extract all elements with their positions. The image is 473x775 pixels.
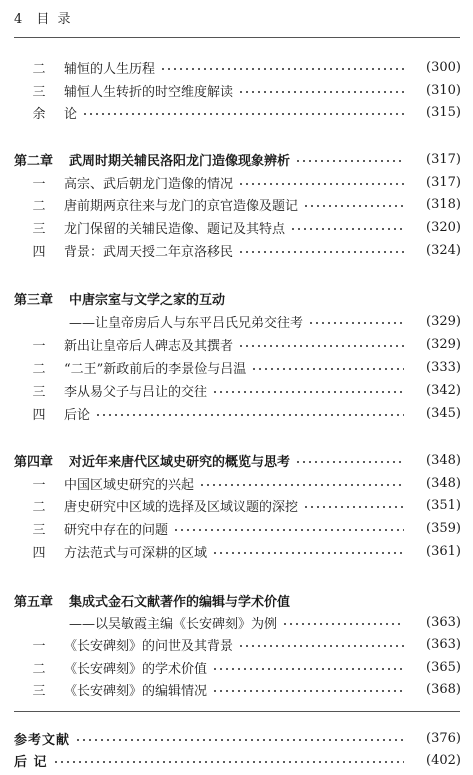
toc-entry-number: 第二章 <box>14 153 54 169</box>
toc-section-row[interactable] <box>14 380 461 400</box>
dot-leader <box>290 228 404 230</box>
dot-leader <box>238 345 404 347</box>
toc-entry-title: 对近年来唐代区域史研究的概览与思考 <box>69 454 291 470</box>
toc-entry-page: (329) <box>426 313 461 329</box>
dot-leader <box>295 461 404 463</box>
toc-section-row[interactable] <box>14 217 461 237</box>
toc-entry-title: 论 <box>64 106 78 122</box>
toc-entry-page: (300) <box>426 59 461 75</box>
toc-entry-page: (365) <box>426 659 461 675</box>
toc-entry-page: (315) <box>426 104 461 120</box>
toc-section-row[interactable] <box>14 518 461 538</box>
toc-entry-title: 后 记 <box>14 754 48 770</box>
toc-entry-number: 四 <box>32 545 46 561</box>
toc-chapter-row[interactable] <box>14 149 461 169</box>
toc-section-row[interactable] <box>14 357 461 377</box>
toc-entry-title: 龙门保留的关辅民造像、题记及其特点 <box>64 221 286 237</box>
dot-leader <box>212 552 404 554</box>
toc-subtitle-row[interactable] <box>14 612 461 632</box>
toc-entry-page: (363) <box>426 614 461 630</box>
toc-entry-page: (368) <box>426 681 461 697</box>
toc-entry-page: (376) <box>426 730 461 746</box>
toc-entry-number: 二 <box>32 661 46 677</box>
dot-leader <box>238 91 404 93</box>
dot-leader <box>295 160 404 162</box>
toc-entry-title: 中国区域史研究的兴起 <box>64 477 195 493</box>
dot-leader <box>212 690 404 692</box>
dot-leader <box>282 623 404 625</box>
dot-leader <box>212 668 404 670</box>
toc-entry-page: (342) <box>426 382 461 398</box>
toc-entry-title: 中唐宗室与文学之家的互动 <box>69 292 226 308</box>
dot-leader <box>199 484 404 486</box>
toc-entry-number: 第三章 <box>14 292 54 308</box>
toc-chapter-row[interactable] <box>14 590 461 610</box>
toc-entry-number: 二 <box>32 361 46 377</box>
toc-entry-number: 二 <box>32 198 46 214</box>
dot-leader <box>82 113 404 115</box>
running-title: 目 录 <box>36 12 73 27</box>
toc-chapter-row[interactable] <box>14 288 461 308</box>
toc-section-row[interactable] <box>14 495 461 515</box>
toc-entry-title: 辅恒的人生历程 <box>64 61 156 77</box>
dot-leader <box>238 251 404 253</box>
toc-entry-title: 研究中存在的问题 <box>64 522 169 538</box>
toc-section-row[interactable] <box>14 679 461 699</box>
toc-entry-title: 唐史研究中区域的选择及区域议题的深挖 <box>64 499 299 515</box>
dot-leader <box>95 414 404 416</box>
dot-leader <box>75 739 404 741</box>
toc-entry-number: 一 <box>32 638 46 654</box>
dot-leader <box>238 645 404 647</box>
toc-entry-page: (402) <box>426 752 461 768</box>
toc-section-row[interactable] <box>14 80 461 100</box>
toc-entry-title: “二王”新政前后的李景俭与吕温 <box>64 361 247 377</box>
toc-entry-number: 二 <box>32 499 46 515</box>
toc-entry-number: 一 <box>32 477 46 493</box>
toc-entry-number: 三 <box>32 221 46 237</box>
toc-entry-title: 方法范式与可深耕的区域 <box>64 545 208 561</box>
toc-entry-page: (348) <box>426 452 461 468</box>
toc-entry-page: (348) <box>426 475 461 491</box>
toc-entry-number: 四 <box>32 244 46 260</box>
toc-entry-title: ——让皇帝房后人与东平吕氏兄弟交往考 <box>69 315 304 331</box>
header-rule <box>14 37 460 38</box>
toc-entry-page: (361) <box>426 543 461 559</box>
dot-leader <box>308 322 404 324</box>
toc-backmatter-row[interactable] <box>14 750 461 770</box>
toc-entry-page: (317) <box>426 174 461 190</box>
toc-entry-page: (324) <box>426 242 461 258</box>
toc-entry-page: (351) <box>426 497 461 513</box>
toc-entry-page: (345) <box>426 405 461 421</box>
toc-section-row[interactable] <box>14 102 461 122</box>
toc-section-row[interactable] <box>14 541 461 561</box>
toc-entry-title: 新出让皇帝后人碑志及其撰者 <box>64 338 234 354</box>
toc-section-row[interactable] <box>14 657 461 677</box>
dot-leader <box>53 761 404 763</box>
toc-section-row[interactable] <box>14 634 461 654</box>
dot-leader <box>251 368 404 370</box>
toc-entry-page: (317) <box>426 151 461 167</box>
toc-entry-title: ——以吴敏霞主编《长安碑刻》为例 <box>69 616 278 632</box>
toc-subtitle-row[interactable] <box>14 311 461 331</box>
toc-entry-number: 一 <box>32 338 46 354</box>
toc-entry-number: 余 <box>32 106 46 122</box>
toc-entry-title: 《长安碑刻》的编辑情况 <box>64 683 208 699</box>
toc-entry-title: 唐前期两京往来与龙门的京官造像及题记 <box>64 198 299 214</box>
toc-backmatter-row[interactable] <box>14 728 461 748</box>
toc-entry-number: 三 <box>32 683 46 699</box>
toc-entry-title: 后论 <box>64 407 91 423</box>
toc-entry-number: 一 <box>32 176 46 192</box>
toc-entry-title: 参考文献 <box>14 732 71 748</box>
dot-leader <box>160 68 404 70</box>
toc-entry-title: 《长安碑刻》的学术价值 <box>64 661 208 677</box>
dot-leader <box>212 391 404 393</box>
toc-section-row[interactable] <box>14 172 461 192</box>
toc-entry-page: (359) <box>426 520 461 536</box>
backmatter-rule <box>14 711 460 712</box>
toc-section-row[interactable] <box>14 57 461 77</box>
toc-entry-page: (320) <box>426 219 461 235</box>
toc-entry-title: 李从易父子与吕让的交往 <box>64 384 208 400</box>
toc-section-row[interactable] <box>14 473 461 493</box>
dot-leader <box>303 506 404 508</box>
toc-entry-page: (363) <box>426 636 461 652</box>
toc-entry-number: 第四章 <box>14 454 54 470</box>
toc-entry-number: 第五章 <box>14 594 54 610</box>
toc-section-row[interactable] <box>14 403 461 423</box>
toc-section-row[interactable] <box>14 240 461 260</box>
toc-entry-title: 高宗、武后朝龙门造像的情况 <box>64 176 234 192</box>
toc-entry-number: 四 <box>32 407 46 423</box>
toc-entry-page: (329) <box>426 336 461 352</box>
toc-entry-page: (318) <box>426 196 461 212</box>
toc-entry-title: 武周时期关辅民洛阳龙门造像现象辨析 <box>69 153 291 169</box>
toc-entry-number: 二 <box>32 61 46 77</box>
toc-entry-number: 三 <box>32 384 46 400</box>
dot-leader <box>303 205 404 207</box>
toc-entry-number: 三 <box>32 84 46 100</box>
dot-leader <box>238 183 404 185</box>
page-number: 4 <box>14 12 25 27</box>
toc-section-row[interactable] <box>14 334 461 354</box>
toc-entry-page: (333) <box>426 359 461 375</box>
toc-entry-title: 《长安碑刻》的问世及其背景 <box>64 638 234 654</box>
running-header <box>14 8 73 27</box>
toc-chapter-row[interactable] <box>14 450 461 470</box>
dot-leader <box>173 529 404 531</box>
toc-entry-title: 辅恒人生转折的时空维度解读 <box>64 84 234 100</box>
toc-entry-page: (310) <box>426 82 461 98</box>
toc-entry-title: 背景：武周天授二年京洛移民 <box>64 244 234 260</box>
toc-section-row[interactable] <box>14 194 461 214</box>
toc-entry-number: 三 <box>32 522 46 538</box>
toc-entry-title: 集成式金石文献著作的编辑与学术价值 <box>69 594 291 610</box>
